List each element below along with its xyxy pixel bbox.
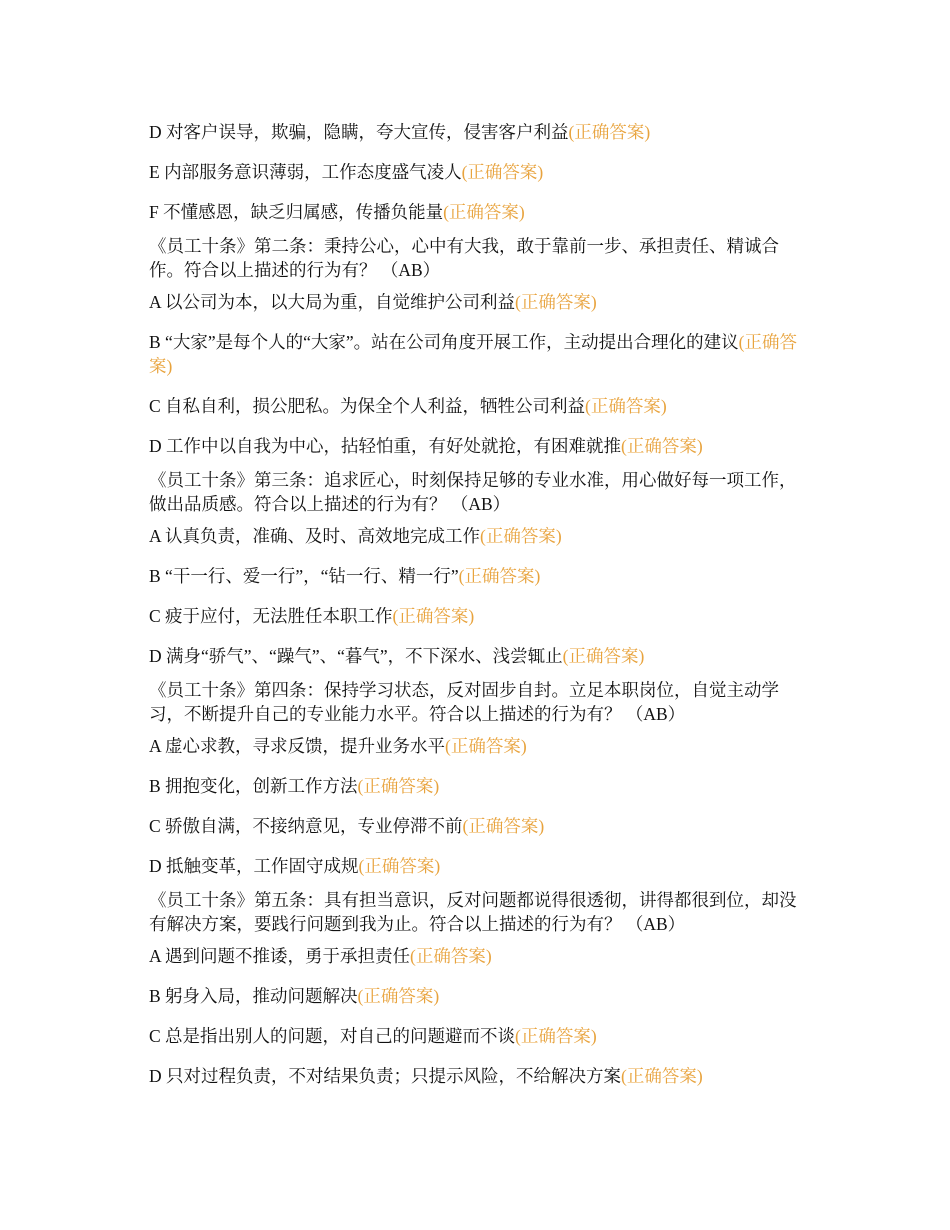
option-text: C 自私自利，损公肥私。为保全个人利益，牺牲公司利益 bbox=[149, 396, 586, 416]
correct-answer-label: (正确答案) bbox=[461, 162, 544, 182]
option-a bbox=[149, 524, 809, 548]
option-text: B “干一行、爱一行”，“钻一行、精一行” bbox=[149, 566, 459, 586]
correct-answer-label: (正确答案) bbox=[480, 526, 562, 546]
option-b bbox=[149, 330, 809, 378]
question-5: 《员工十条》第五条：具有担当意识，反对问题都说得很透彻，讲得都很到位，却没有解决方案，要践行问题到我为止。符合以上描述的行为有？ （AB） bbox=[149, 890, 797, 934]
correct-answer-label: (正确答案) bbox=[562, 646, 645, 666]
question-4: 《员工十条》第四条：保持学习状态，反对固步自封。立足本职岗位，自觉主动学习，不断提升自己的专业能力水平。符合以上描述的行为有？ （AB） bbox=[149, 680, 779, 724]
option-text: C 疲于应付，无法胜任本职工作 bbox=[149, 606, 393, 626]
question-3: 《员工十条》第三条：追求匠心，时刻保持足够的专业水准，用心做好每一项工作，做出品质感。符合以上描述的行为有？ （AB） bbox=[149, 470, 797, 514]
option-text: B “大家”是每个人的“大家”。站在公司角度开展工作，主动提出合理化的建议 bbox=[149, 332, 739, 352]
option-text: A 以公司为本，以大局为重，自觉维护公司利益 bbox=[149, 292, 516, 312]
option-a bbox=[149, 944, 809, 968]
option-text: D 只对过程负责，不对结果负责；只提示风险，不给解决方案 bbox=[149, 1066, 622, 1086]
option-text: C 骄傲自满，不接纳意见，专业停滞不前 bbox=[149, 816, 463, 836]
option-c bbox=[149, 1024, 809, 1048]
option-text: A 认真负责，准确、及时、高效地完成工作 bbox=[149, 526, 481, 546]
option-text: A 虚心求教，寻求反馈，提升业务水平 bbox=[149, 736, 446, 756]
option-e bbox=[149, 160, 809, 184]
option-text: D 工作中以自我为中心，拈轻怕重，有好处就抢，有困难就推 bbox=[149, 436, 622, 456]
correct-answer-label: (正确答案) bbox=[621, 436, 703, 456]
option-c bbox=[149, 394, 809, 418]
option-text: F 不懂感恩，缺乏归属感，传播负能量 bbox=[149, 202, 444, 222]
correct-answer-label: (正确答案) bbox=[392, 606, 475, 626]
correct-answer-label: (正确答案) bbox=[445, 736, 527, 756]
correct-answer-label: (正确答案) bbox=[149, 332, 797, 376]
option-f bbox=[149, 200, 809, 224]
option-b bbox=[149, 564, 809, 588]
option-d bbox=[149, 1064, 809, 1088]
correct-answer-label: (正确答案) bbox=[621, 1066, 703, 1086]
option-text: B 躬身入局，推动问题解决 bbox=[149, 986, 358, 1006]
correct-answer-label: (正确答案) bbox=[357, 776, 440, 796]
option-c bbox=[149, 604, 809, 628]
correct-answer-label: (正确答案) bbox=[568, 122, 651, 142]
correct-answer-label: (正确答案) bbox=[585, 396, 667, 416]
option-text: C 总是指出别人的问题，对自己的问题避而不谈 bbox=[149, 1026, 516, 1046]
option-text: B 拥抱变化，创新工作方法 bbox=[149, 776, 358, 796]
correct-answer-label: (正确答案) bbox=[358, 856, 441, 876]
option-text: D 抵触变革，工作固守成规 bbox=[149, 856, 359, 876]
option-b bbox=[149, 774, 809, 798]
option-b bbox=[149, 984, 809, 1008]
correct-answer-label: (正确答案) bbox=[462, 816, 545, 836]
correct-answer-label: (正确答案) bbox=[515, 292, 597, 312]
correct-answer-label: (正确答案) bbox=[515, 1026, 597, 1046]
option-d bbox=[149, 854, 809, 878]
option-a bbox=[149, 734, 809, 758]
option-d bbox=[149, 644, 809, 668]
correct-answer-label: (正确答案) bbox=[458, 566, 541, 586]
correct-answer-label: (正确答案) bbox=[357, 986, 440, 1006]
option-text: D 满身“骄气”、“躁气”、“暮气”，不下深水、浅尝辄止 bbox=[149, 646, 563, 666]
option-text: D 对客户误导，欺骗，隐瞒，夸大宣传，侵害客户利益 bbox=[149, 122, 569, 142]
correct-answer-label: (正确答案) bbox=[443, 202, 525, 222]
document-page bbox=[149, 120, 809, 1104]
option-d bbox=[149, 434, 809, 458]
option-a bbox=[149, 290, 809, 314]
option-text: A 遇到问题不推诿，勇于承担责任 bbox=[149, 946, 411, 966]
question-2: 《员工十条》第二条：秉持公心，心中有大我，敢于靠前一步、承担责任、精诚合作。符合以上描述的行为有？ （AB） bbox=[149, 236, 779, 280]
correct-answer-label: (正确答案) bbox=[410, 946, 492, 966]
option-c bbox=[149, 814, 809, 838]
option-text: E 内部服务意识薄弱，工作态度盛气凌人 bbox=[149, 162, 462, 182]
option-d bbox=[149, 120, 809, 144]
